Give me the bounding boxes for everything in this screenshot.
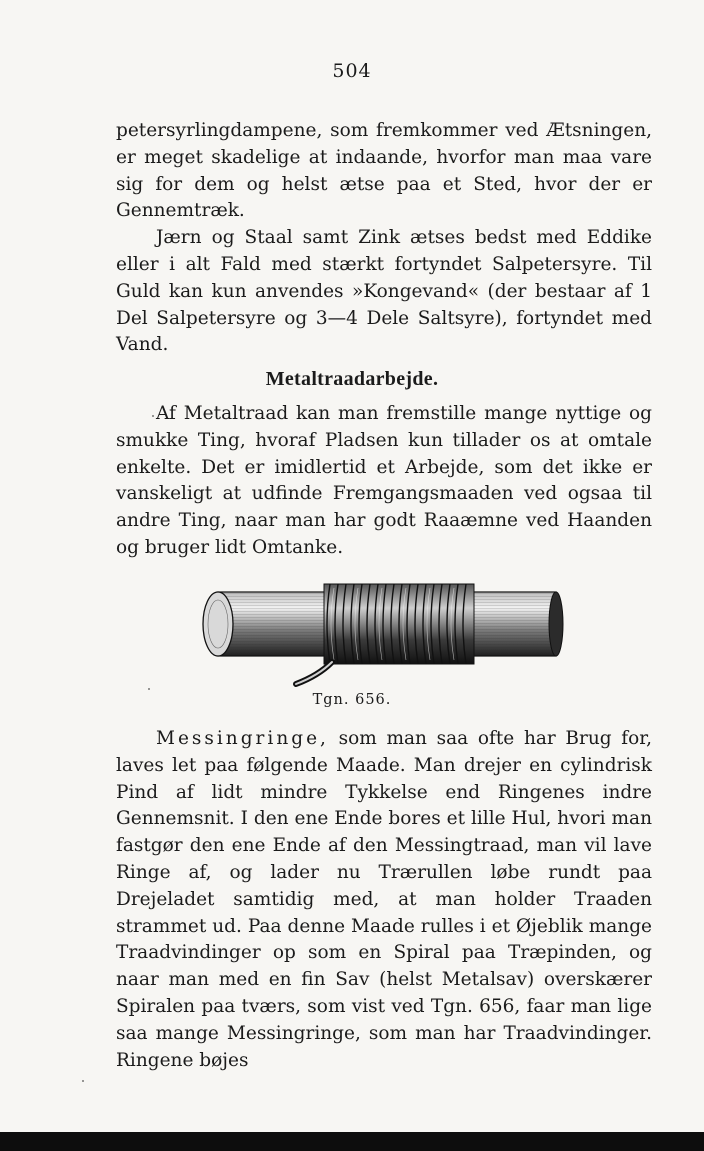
paragraph-jaern-og-staal: Jærn og Staal samt Zink ætses bedst med Eddike eller i alt Fald med stærkt fortyndet Salpetersyre. Til Guld kan kun anvendes »Kongevand« (der bestaar af 1 Del Salpetersyre og 3—4 Dele Saltsyre), fortyndet med Vand. (116, 227, 652, 356)
figure-wire-coil-illustration (196, 578, 566, 690)
paragraph-messingringe (116, 726, 652, 1074)
paragraph-intro: Af Metaltraad kan man fremstille mange nyttige og smukke Ting, hvoraf Pladsen kun tillader os at omtale enkelte. Det er imidlertid et Arbejde, som det ikke er vanskeligt at udfinde Fremgangsmaaden ved ogsaa til andre Ting, naar man har godt Raaæmne ved Haanden og bruger lidt Omtanke. (116, 403, 652, 558)
paper-speck (152, 415, 154, 417)
scan-edge-band (0, 1132, 704, 1151)
paragraph-messingringe-body: som man saa ofte har Brug for, laves let paa følgende Maade. Man drejer en cylindrisk Pind af lidt mindre Tykkelse end Ringenes indre Gennemsnit. I den ene Ende bores et lille Hul, hvori man fastgør den ene Ende af den Messingtraad, man vil lave Ringe af, og lader nu Trærullen løbe rundt paa Drejeladet samtidig med, at man holder Traaden strammet ud. Paa denne Maade rulles i et Øjeblik mange Traadvindinger op som en Spiral paa Træpinden, og naar man med en fin Sav (helst Metalsav) overskærer Spiralen paa tværs, som vist ved Tgn. 656, faar man lige saa mange Messingringe, som man har Traadvindinger. Ringene bøjes (116, 728, 652, 1071)
text-block-top (116, 118, 652, 359)
emphasized-term: Messingringe, (156, 728, 329, 749)
page-number: 504 (332, 60, 372, 82)
paper-speck (148, 688, 150, 690)
text-block-messingringe (116, 726, 652, 1074)
figure-caption: Tgn. 656. (312, 692, 392, 708)
text-block-intro (116, 401, 652, 562)
paragraph-aetsning: petersyrlingdampene, som fremkommer ved Ætsningen, er meget skadelige at indaande, hvorfor man maa vare sig for dem og helst ætse paa et Sted, hvor der er Gennemtræk. (116, 120, 652, 222)
paper-speck (82, 1080, 84, 1082)
section-heading: Metaltraadarbejde. (265, 368, 439, 390)
